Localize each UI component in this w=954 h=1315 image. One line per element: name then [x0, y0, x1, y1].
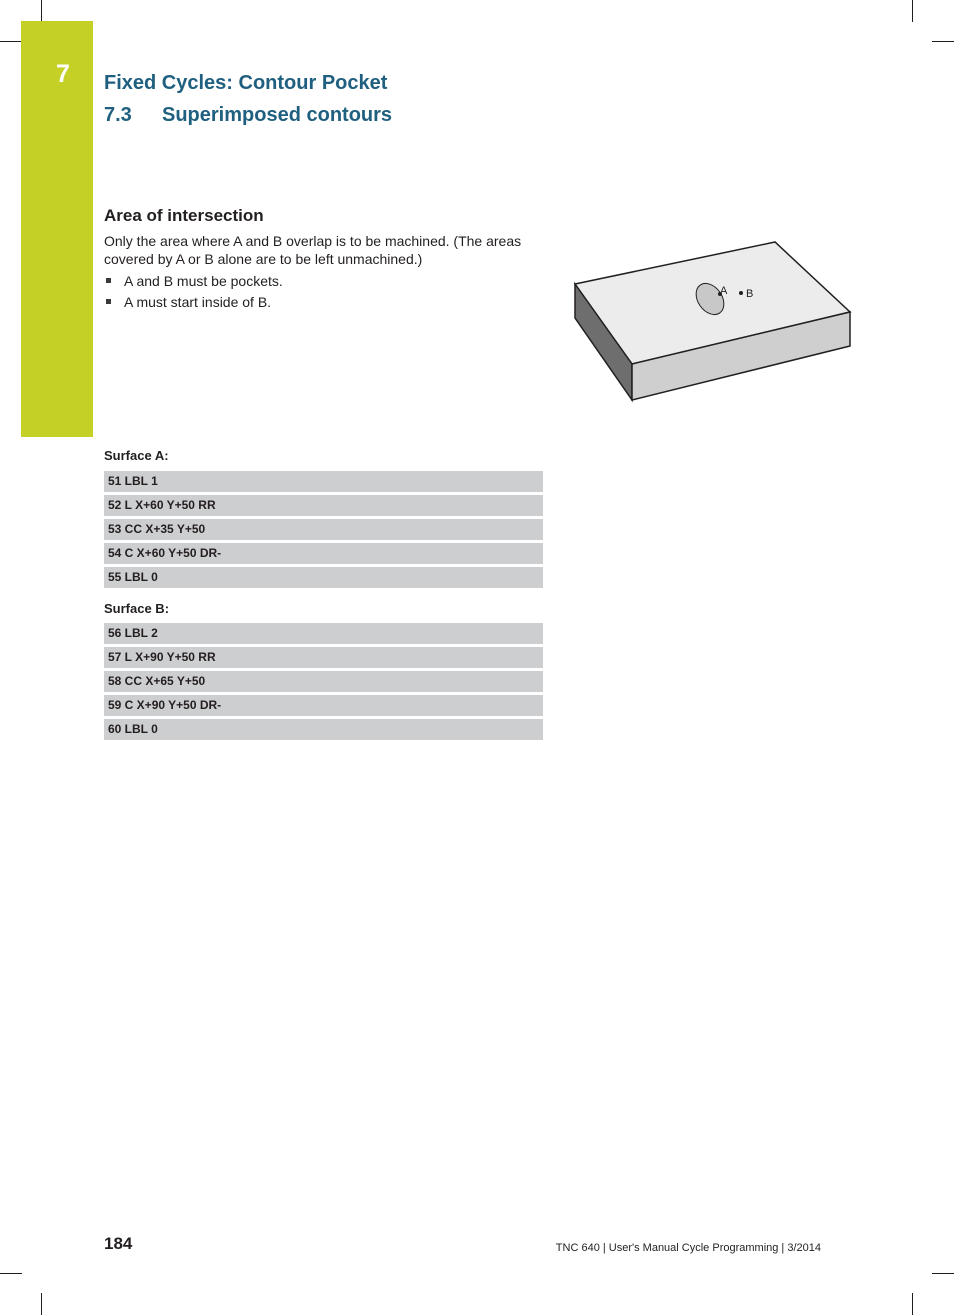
- table-row: 55 LBL 0: [104, 567, 543, 591]
- point-b-marker: [739, 291, 743, 295]
- crop-mark: [932, 41, 954, 42]
- section-title-text: Superimposed contours: [162, 104, 393, 126]
- list-item: [104, 272, 283, 293]
- section-number: 7.3: [104, 104, 132, 126]
- table-row: 59 C X+90 Y+50 DR-: [104, 695, 543, 719]
- chapter-title: Fixed Cycles: Contour Pocket: [104, 72, 388, 94]
- table-row: 54 C X+60 Y+50 DR-: [104, 543, 543, 567]
- surface-b-code: [104, 623, 543, 743]
- section-title: [104, 104, 392, 127]
- surface-b-label: Surface B:: [104, 601, 170, 616]
- point-b-label: B: [746, 288, 754, 300]
- list-item-text: A must start inside of B.: [124, 294, 272, 310]
- subsection-heading: Area of intersection: [104, 206, 264, 225]
- table-row: 58 CC X+65 Y+50: [104, 671, 543, 695]
- bullet-icon: [106, 299, 111, 304]
- table-row: 60 LBL 0: [104, 719, 543, 743]
- surface-a-label: Surface A:: [104, 448, 169, 463]
- table-row: 51 LBL 1: [104, 471, 543, 495]
- list-item-text: A and B must be pockets.: [124, 273, 283, 289]
- bullet-icon: [106, 278, 111, 283]
- crop-mark: [912, 0, 913, 22]
- table-row: 53 CC X+35 Y+50: [104, 519, 543, 543]
- crop-mark: [41, 1293, 42, 1315]
- chapter-number: 7: [56, 60, 70, 88]
- bullet-list: [104, 272, 283, 314]
- list-item: [104, 293, 283, 314]
- crop-mark: [912, 1293, 913, 1315]
- table-row: 52 L X+60 Y+50 RR: [104, 495, 543, 519]
- surface-a-code: [104, 471, 543, 591]
- crop-mark: [0, 41, 22, 42]
- page-number: 184: [104, 1234, 133, 1253]
- crop-mark: [932, 1273, 954, 1274]
- intersection-figure: [570, 238, 856, 406]
- body-paragraph: Only the area where A and B overlap is to be machined. (The areas covered by A or B alone are to be left unmachined.): [104, 233, 522, 267]
- point-a-label: A: [720, 285, 728, 297]
- table-row: 56 LBL 2: [104, 623, 543, 647]
- crop-mark: [41, 0, 42, 22]
- crop-mark: [0, 1273, 22, 1274]
- table-row: 57 L X+90 Y+50 RR: [104, 647, 543, 671]
- footer-text: TNC 640 | User's Manual Cycle Programming | 3/2014: [555, 1242, 821, 1254]
